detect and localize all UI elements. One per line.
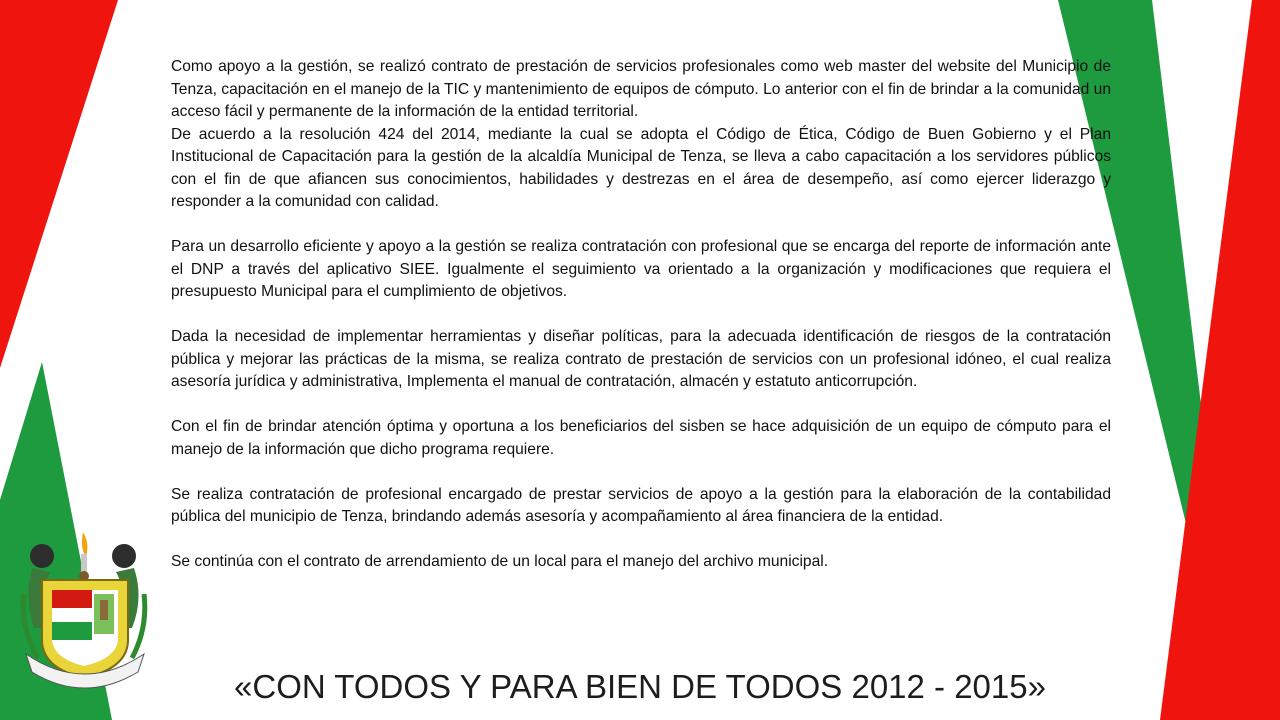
slogan-banner: «CON TODOS Y PARA BIEN DE TODOS 2012 - 2015»: [234, 668, 1046, 705]
paragraph-contabilidad: Se realiza contratación de profesional encargado de prestar servicios de apoyo a la gestión para la elaboración de la contabilidad pública del municipio de Tenza, brindando además asesoría y acompañamiento al área financiera de la entidad.: [171, 485, 1111, 525]
paragraph-contratacion-publica: Dada la necesidad de implementar herramientas y diseñar políticas, para la adecuada identificación de riesgos de la contratación pública y mejorar las prácticas de la misma, se realiza contrato de prestación de servicios con un profesional idóneo, el cual realiza asesoría jurídica y administrativa, Implementa el manual de contratación, almacén y estatuto anticorrupción.: [171, 328, 1111, 390]
paragraph-sisben: Con el fin de brindar atención óptima y oportuna a los beneficiarios del sisben se hace adquisición de un equipo de cómputo para el manejo de la información que dicho programa requiere.: [171, 418, 1111, 458]
paragraph-codigo-etica: De acuerdo a la resolución 424 del 2014, mediante la cual se adopta el Código de Ética, Código de Buen Gobierno y el Plan Institucional de Capacitación para la gestión de la alcaldía Municipal de Tenza, se lleva a cabo capacitación a los servidores públicos con el fin de que afiancen sus conocimientos, habilidades y destrezas en el área de desempeño, así como ejercer liderazgo y responder a la comunidad con calidad.: [171, 125, 1111, 210]
paragraph-archivo: Se continúa con el contrato de arrendamiento de un local para el manejo del archivo municipal.: [171, 553, 829, 570]
tenza-crest-icon: [20, 528, 160, 690]
left-red-band: [0, 0, 118, 368]
paragraph-web-master: Como apoyo a la gestión, se realizó contrato de prestación de servicios profesionales como web master del website del Municipio de Tenza, capacitación en el manejo de la TIC y mantenimiento de equipos de cómputo. Lo anterior con el fin de brindar a la comunidad un acceso fácil y permanente de la información de la entidad territorial.: [171, 58, 1111, 120]
report-text: [171, 56, 1111, 574]
paragraph-dnp-siee: Para un desarrollo eficiente y apoyo a la gestión se realiza contratación con profesional que se encarga del reporte de información ante el DNP a través del aplicativo SIEE. Igualmente el seguimiento va orientado a la organización y modificaciones que requiera el presupuesto Municipal para el cumplimiento de objetivos.: [171, 238, 1111, 300]
